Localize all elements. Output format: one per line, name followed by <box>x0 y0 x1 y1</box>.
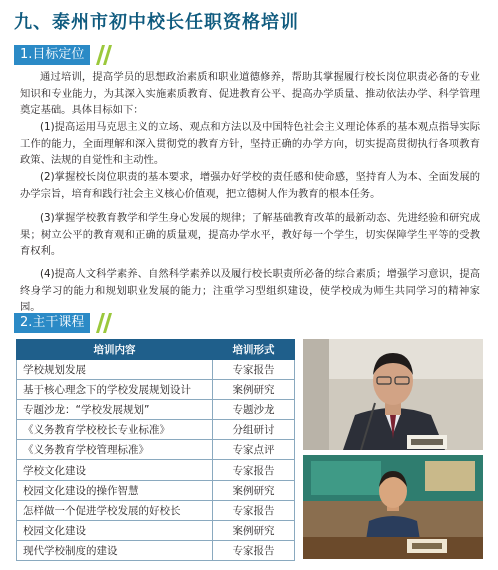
table-row <box>17 380 295 400</box>
course-content: 学校文化建设 <box>17 460 213 480</box>
stripes-decoration-icon <box>92 45 114 65</box>
table-row <box>17 400 295 420</box>
course-content: 校园文化建设 <box>17 520 213 540</box>
course-format: 案例研究 <box>213 380 295 400</box>
course-content: 专题沙龙：“学校发展规划” <box>17 400 213 420</box>
goal-paragraph-2: (2)掌握校长岗位职责的基本要求，增强办好学校的责任感和使命感，坚持育人为本、全面发展的办学宗旨，培育和践行社会主义核心价值观，把立德树人作为教育的根本任务。 <box>20 171 480 200</box>
section-label-courses: 2.主干课程 <box>14 313 90 333</box>
section-header-goals <box>14 45 114 65</box>
course-content: 《义务教育学校管理标准》 <box>17 440 213 460</box>
course-content: 基于核心理念下的学校发展规划设计 <box>17 380 213 400</box>
table-row <box>17 480 295 500</box>
course-format: 专家报告 <box>213 460 295 480</box>
course-format: 分组研讨 <box>213 420 295 440</box>
table-row <box>17 500 295 520</box>
header-content: 培训内容 <box>17 340 213 360</box>
course-format: 专家报告 <box>213 540 295 560</box>
header-format: 培训形式 <box>213 340 295 360</box>
goal-paragraph-3: (3)掌握学校教育教学和学生身心发展的规律；了解基础教育改革的最新动态、先进经验和研究成果；树立公平的教育观和正确的质量观，提高办学水平，教好每一个学生，切实保障学生平等的受教育权利。 <box>20 212 480 257</box>
section-label-goals: 1.目标定位 <box>14 45 90 65</box>
stripes-decoration-icon <box>92 313 114 333</box>
course-content: 学校规划发展 <box>17 360 213 380</box>
lecturer-photo <box>303 339 483 450</box>
page-title: 九、泰州市初中校长任职资格培训 <box>14 12 299 33</box>
table-row <box>17 520 295 540</box>
table-row <box>17 440 295 460</box>
course-content: 校园文化建设的操作智慧 <box>17 480 213 500</box>
course-content: 《义务教育学校校长专业标准》 <box>17 420 213 440</box>
table-row <box>17 420 295 440</box>
intro-paragraph: 通过培训，提高学员的思想政治素质和职业道德修养，帮助其掌握履行校长岗位职责必备的专业知识和专业能力，为其深入实施素质教育、促进教育公平、提高办学质量、推动依法办学、科学管理奠定基础。具体目标如下： <box>20 71 480 116</box>
teacher-photo <box>303 455 483 559</box>
course-format: 专题沙龙 <box>213 400 295 420</box>
table-header-row <box>17 340 295 360</box>
goal-paragraph-1: (1)提高运用马克思主义的立场、观点和方法以及中国特色社会主义理论体系的基本观点指导实际工作的能力，全面理解和深入贯彻党的教育方针，坚持正确的办学方向，切实提高贯彻执行各项教育政策、法规的自觉性和主动性。 <box>20 121 480 166</box>
course-table <box>16 339 295 561</box>
course-format: 专家报告 <box>213 360 295 380</box>
course-format: 案例研究 <box>213 520 295 540</box>
goal-paragraph-4: (4)提高人文科学素养、自然科学素养以及履行校长职责所必备的综合素质；增强学习意识，提高终身学习的能力和规划职业发展的能力；注重学习型组织建设，使学校成为师生共同学习的精神家园。 <box>20 268 480 313</box>
course-format: 专家报告 <box>213 500 295 520</box>
section-header-courses <box>14 313 114 333</box>
course-content: 怎样做一个促进学校发展的好校长 <box>17 500 213 520</box>
course-content: 现代学校制度的建设 <box>17 540 213 560</box>
table-row <box>17 460 295 480</box>
table-row <box>17 540 295 560</box>
table-row <box>17 360 295 380</box>
course-format: 案例研究 <box>213 480 295 500</box>
course-format: 专家点评 <box>213 440 295 460</box>
